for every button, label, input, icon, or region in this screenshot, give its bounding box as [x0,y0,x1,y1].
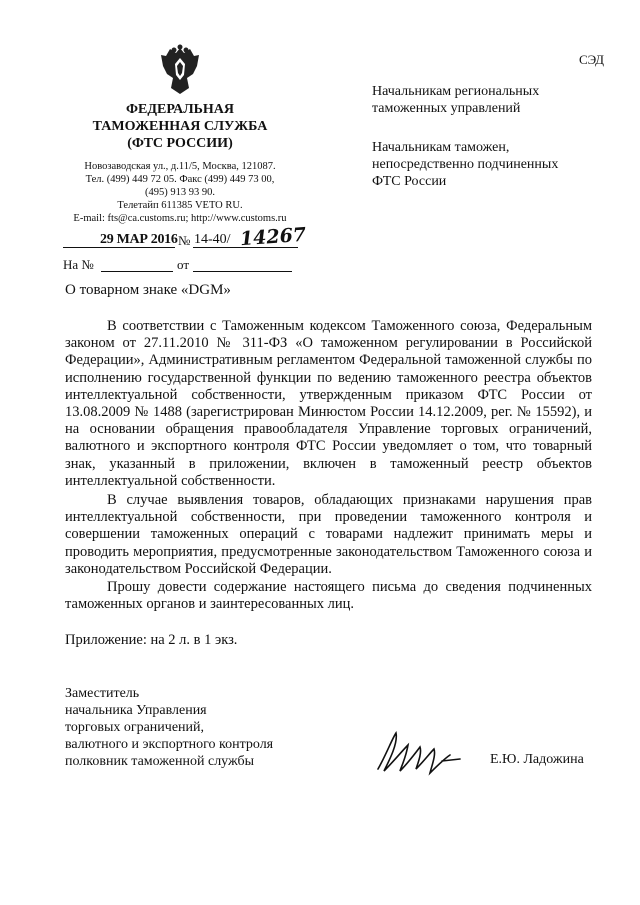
attachment-note: Приложение: на 2 л. в 1 экз. [65,632,238,648]
org-name-line3: (ФТС РОССИИ) [127,136,233,151]
ot-label: от [177,257,190,272]
handwritten-signature [372,725,464,783]
email-line: E-mail: fts@ca.customs.ru; http://www.customs.ru [73,213,287,224]
sed-mark: СЭД [578,52,604,67]
number-label: № [178,233,191,248]
registration-number: 14-40/ [194,232,231,247]
signer-title-line2: начальника Управления [65,703,207,718]
recipient1-line2: таможенных управлений [372,101,521,116]
subject-line: О товарном знаке «DGM» [65,282,231,298]
eagle-emblem-icon [159,44,201,96]
body-paragraph-2: В случае выявления товаров, обладающих признаками нарушения прав интеллектуальной собственности, при проведении таможенного контроля и совершении таможенных операций с товарами надлежит принимать меры и проводить мероприятия, предусмотренные законодательством Таможенного союза и законодательством Российской Федерации. [65,492,592,577]
address-line2: Тел. (499) 449 72 05. Факс (499) 449 73 00, [85,174,275,185]
signer-title-line1: Заместитель [65,686,140,701]
signer-title-line3: торговых ограничений, [65,720,205,735]
signer-title-line4: валютного и экспортного контроля [65,737,274,752]
teletype: Телетайп 611385 VETO RU. [117,200,243,211]
na-number-underline [101,271,173,272]
recipient1-line1: Начальникам региональных [372,84,540,99]
ot-underline [193,271,292,272]
org-name-line1: ФЕДЕРАЛЬНАЯ [125,102,234,117]
signer-name: Е.Ю. Ладожина [490,752,584,767]
body-paragraph-3: Прошу довести содержание настоящего письма до сведения подчиненных таможенных органов и заинтересованных лиц. [65,579,592,613]
address-line1: Новозаводская ул., д.11/5, Москва, 121087. [84,161,276,172]
recipient2-line1: Начальникам таможен, [372,140,510,155]
registration-date: 29 МАР 2016 [100,232,178,247]
address-line3: (495) 913 93 90. [145,187,215,198]
recipient2-line2: непосредственно подчиненных [372,157,559,172]
recipient2-line3: ФТС России [372,174,447,189]
na-number-label: На № [63,257,94,272]
handwritten-number: 14267 [239,223,307,251]
body-paragraph-1: В соответствии с Таможенным кодексом Таможенного союза, Федеральным законом от 27.11.2010 № 311-ФЗ «О таможенном регулировании в Российской Федерации», Административным регламентом Федеральной таможенной службы по исполнению государственной функции по ведению таможенного реестра объектов интеллектуальной собственности, утвержденным приказом ФТС России от 13.08.2009 № 1488 (зарегистрирован Минюстом России 14.12.2009, рег. № 15592), и на основании обращения правообладателя Управление торговых ограничений, валютного и экспортного контроля ФТС России уведомляет о том, что товарный знак, указанный в приложении, включен в таможенный реестр объектов интеллектуальной собственности. [65,318,592,489]
signer-title-line5: полковник таможенной службы [65,754,255,769]
org-name-line2: ТАМОЖЕННАЯ СЛУЖБА [92,119,268,134]
